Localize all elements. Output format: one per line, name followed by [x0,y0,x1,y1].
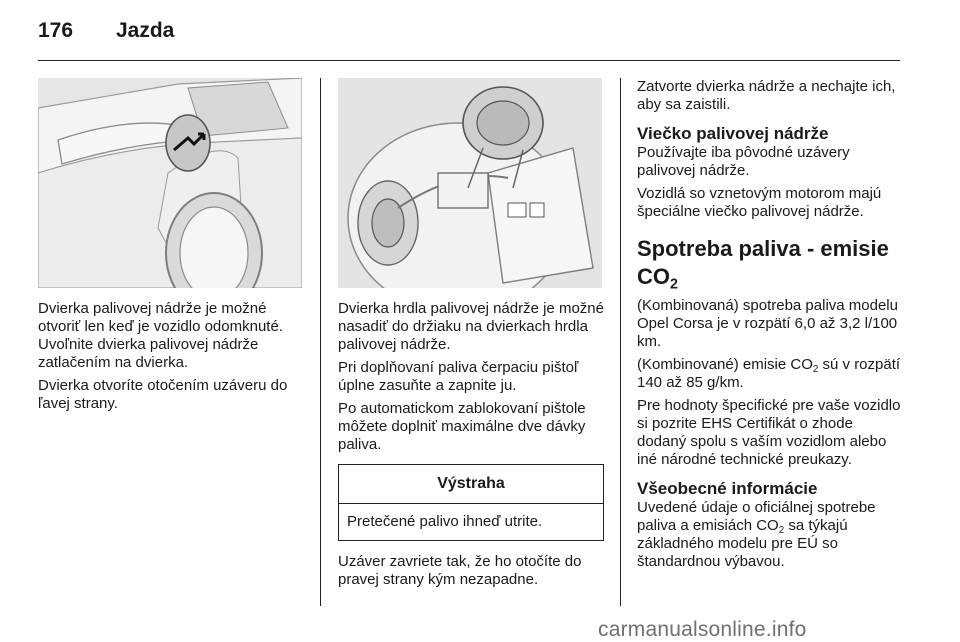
chapter-title: Jazda [116,19,175,42]
column-right [637,78,901,576]
paragraph: Pri doplňovaní paliva čerpaciu pištoľ úplne zasuňte a zapnite ju. [338,359,579,394]
text-run: (Kombinované) emisie CO [637,356,813,373]
subheading-fuel-cap: Viečko palivovej nádrže [637,124,829,143]
paragraph: Zatvorte dvierka nádrže a nechajte ich, aby sa zaistili. [637,78,896,113]
paragraph [637,499,901,571]
paragraph: Po automatickom zablokovaní pištole môžete doplniť maximálne dve dávky paliva. [338,400,586,453]
column-divider-2 [620,78,621,606]
subscript: 2 [812,363,819,375]
paragraph [637,356,901,392]
column-middle [338,300,604,594]
warning-title: Výstraha [339,465,603,504]
section-heading-text: Spotreba paliva - emisie CO [637,236,889,289]
paragraph: Dvierka hrdla palivovej nádrže je možné nasadiť do držiaku na dvierkach hrdla palivovej nádrže. [338,300,604,353]
text-run: Uvedené údaje o oficiálnej spotrebe paliva a emisiách CO [637,499,876,534]
column-left [38,300,310,418]
paragraph: Vozidlá so vznetovým motorom majú špeciálne viečko palivovej nádrže. [637,185,882,220]
fuel-cap-holder-illustration [338,78,602,288]
text-run: sa týkajú základného modelu pre EÚ so štandardnou výbavou. [637,517,848,570]
paragraph: (Kombinovaná) spotreba paliva modelu Opel Corsa je v rozpätí 6,0 až 3,2 l/100 km. [637,297,898,350]
watermark: carmanualsonline.info [598,618,807,641]
subheading-general-info: Všeobecné informácie [637,479,818,498]
warning-box [338,464,604,541]
subscript: 2 [778,524,785,536]
paragraph: Používajte iba pôvodné uzávery palivovej nádrže. [637,144,850,179]
page-number: 176 [38,19,74,42]
paragraph: Dvierka otvoríte otočením uzáveru do ľavej strany. [38,377,288,412]
warning-text: Pretečené palivo ihneď utrite. [347,513,543,530]
column-divider-1 [320,78,321,606]
fuel-door-car-illustration [38,78,302,288]
page-header [38,14,174,48]
subscript: 2 [670,276,678,293]
paragraph: Uzáver zavriete tak, že ho otočíte do pravej strany kým nezapadne. [338,553,582,588]
header-rule [38,60,900,61]
section-heading-fuel-consumption [637,235,901,291]
paragraph: Dvierka palivovej nádrže je možné otvoriť len keď je vozidlo odomknuté. Uvoľnite dvierka palivovej nádrže zatlačením na dvierka. [38,300,283,371]
text-run: sú v rozpätí 140 až 85 g/km. [637,356,901,391]
paragraph: Pre hodnoty špecifické pre vaše vozidlo si pozrite EHS Certifikát o zhode dodaný spolu s vaším vozidlom alebo iné národné technické preukazy. [637,397,901,468]
